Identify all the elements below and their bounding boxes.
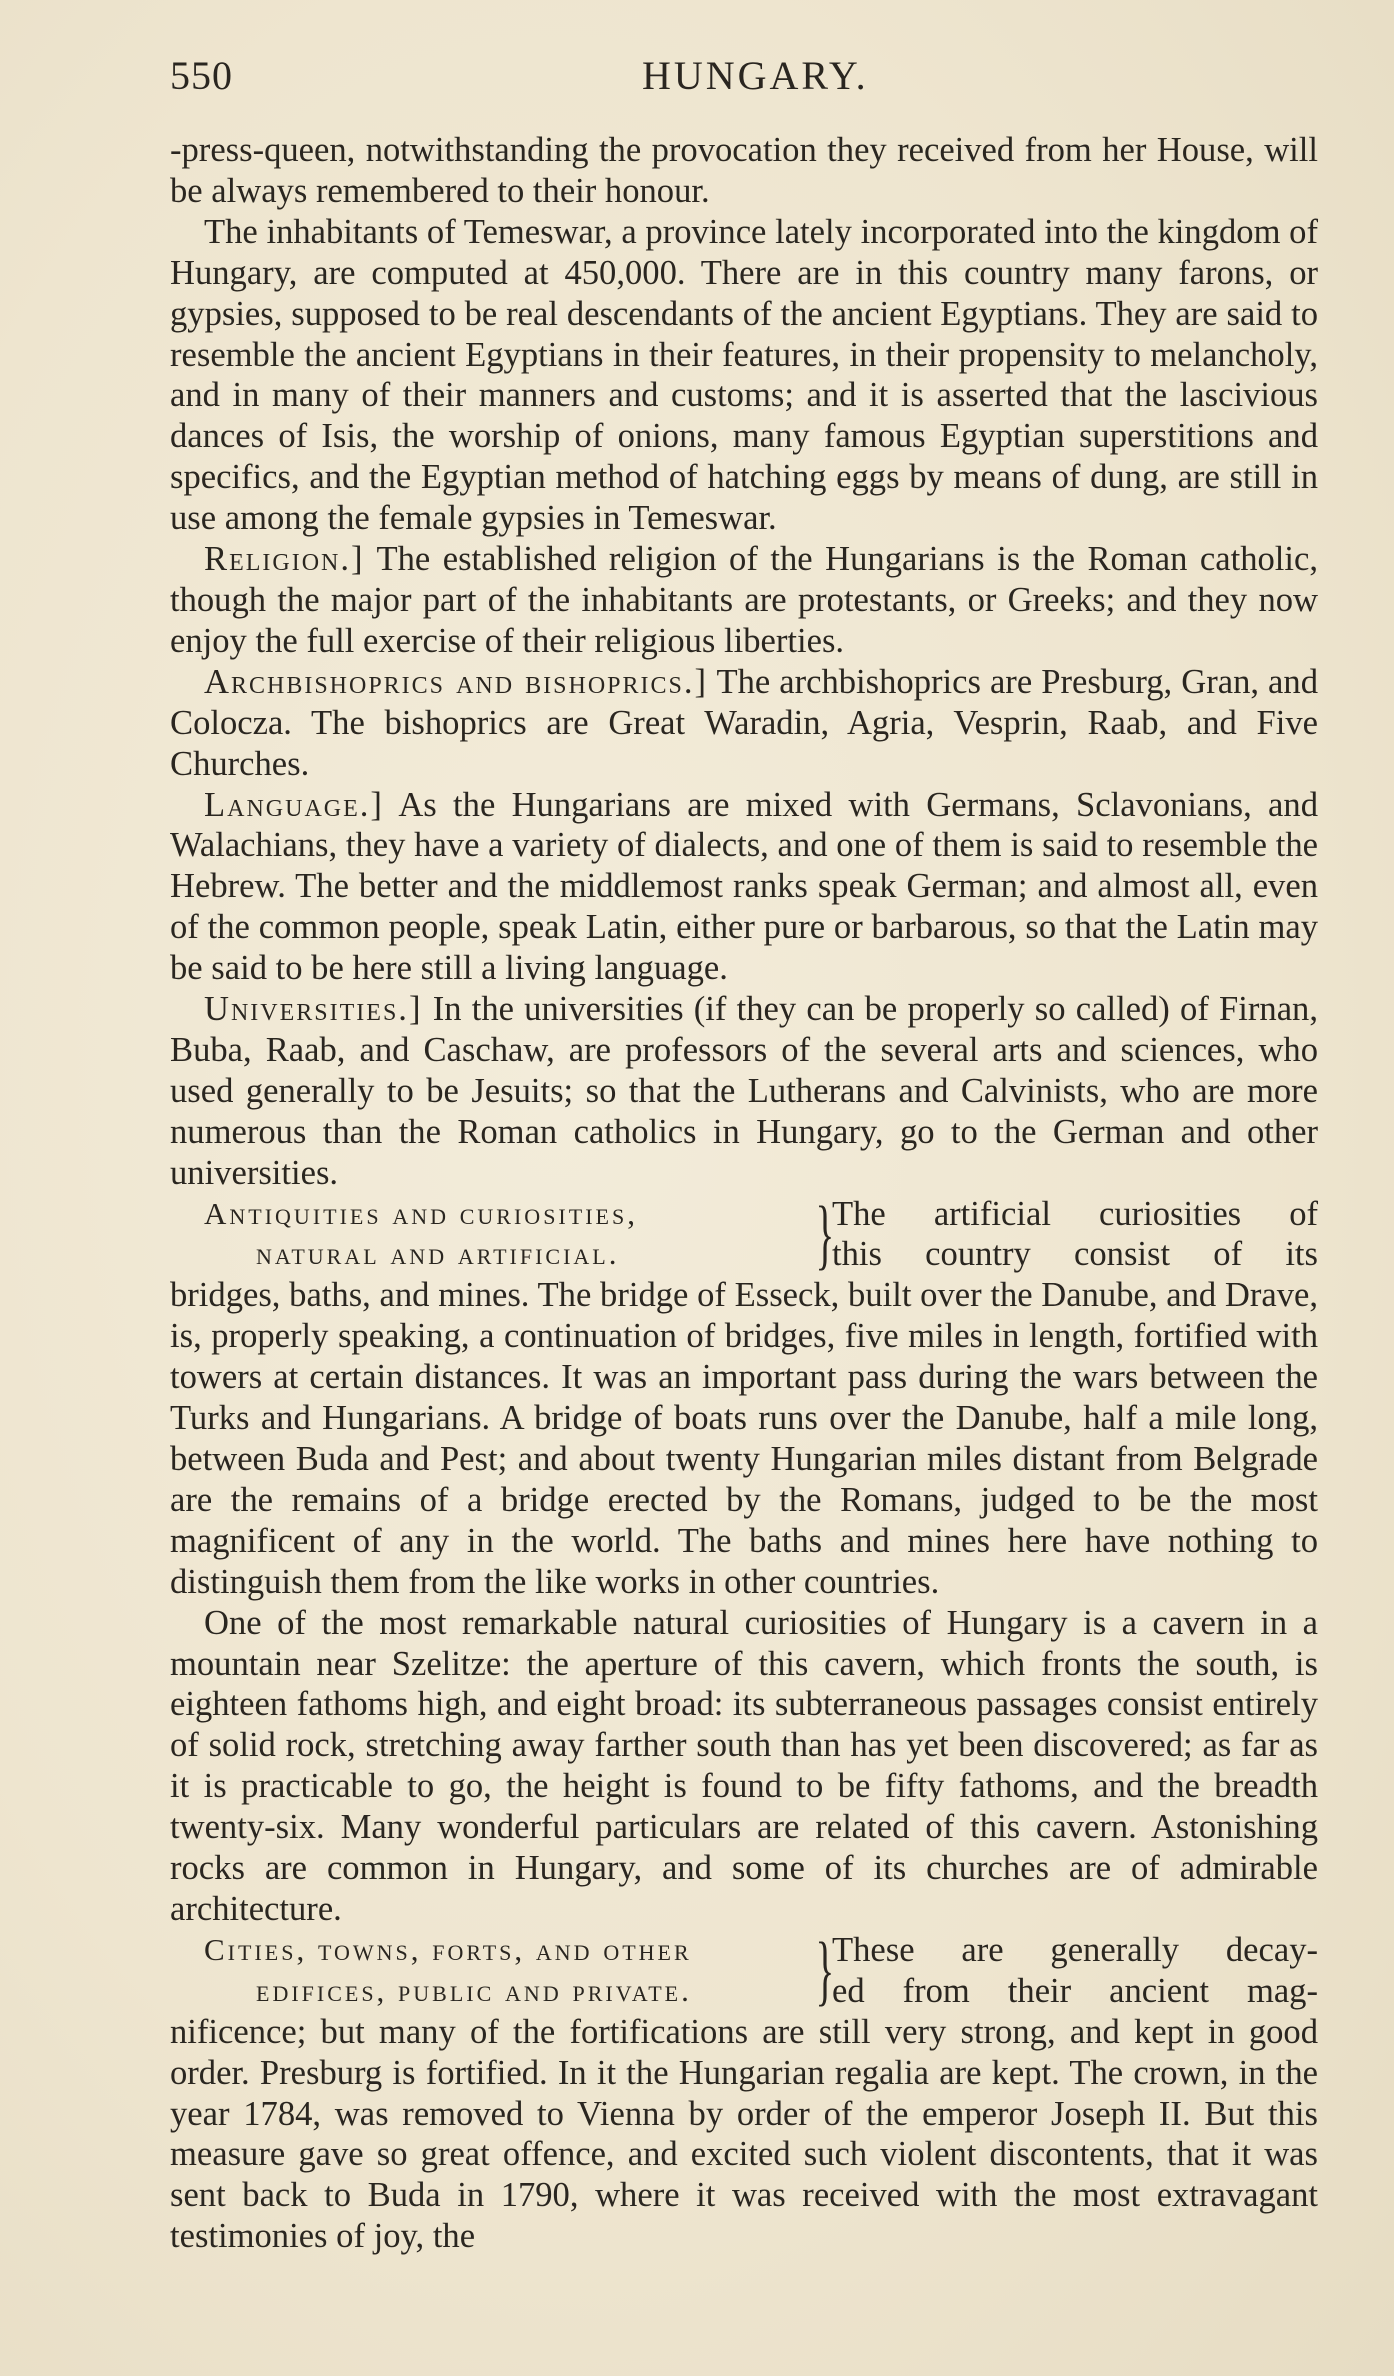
section-heading: Archbishoprics and bishoprics.] <box>204 662 709 701</box>
heading-side-text <box>832 1930 1318 2012</box>
page-number: 550 <box>170 53 233 98</box>
section-heading <box>170 1194 810 1276</box>
paragraph-text: bridges, baths, and mines. The bridge of Esseck, built over the Danube, and Drave, is, properly speaking, a continuation of bridges, five miles in length, fortified with towers at certain distances. It was an important pass during the wars between the Turks and Hungarians. A bridge of boats runs over the Danube, half a mile long, between Buda and Pest; and about twenty Hungarian miles distant from Belgrade are the remains of a bridge erected by the Romans, judged to be the most magnificent of any in the world. The baths and mines here have nothing to distinguish them from the like works in other countries. <box>170 1276 1318 1601</box>
section-heading: Language.] <box>204 785 384 824</box>
heading-line: edifices, public and private. <box>256 1972 692 2008</box>
section-antiquities <box>170 1275 1318 1602</box>
brace-glyph: } <box>815 1925 835 2013</box>
section-language <box>170 785 1318 990</box>
heading-line: natural and artificial. <box>256 1236 620 1272</box>
section-archbishoprics <box>170 662 1318 785</box>
paragraph-temeswar <box>170 212 1318 539</box>
paragraph-text: The inhabitants of Temeswar, a province lately incorporated into the kingdom of Hungary, are computed at 450,000. There are in this country many farons, or gypsies, supposed to be real descendants of the ancient Egyptians. They are said to resemble the ancient Egyptians in their features, in their propensity to melancholy, and in many of their manners and customs; and it is asserted that the lascivious dances of Isis, the worship of onions, many famous Egyptian superstitions and specifics, and the Egyptian method of hatching eggs by means of dung, are still in use among the female gypsies in Temeswar. <box>170 212 1318 538</box>
section-heading: Universities.] <box>204 990 423 1029</box>
paragraph-text: One of the most remarkable natural curiosities of Hungary is a cavern in a mountain near Szelitze: the aperture of this cavern, which fronts the south, is eighteen fathoms high, and eight broad: its subterraneous passages consist entirely of solid rock, stretching away farther south than has yet been discovered; as far as it is practicable to go, the height is found to be fifty fathoms, and the breadth twenty-six. Many wonderful particulars are related of this cavern. Astonishing rocks are common in Hungary, and some of its churches are of admirable architecture. <box>170 1603 1318 1928</box>
running-head: HUNGARY. <box>642 53 869 98</box>
brace-glyph: } <box>815 1189 835 1277</box>
section-universities <box>170 989 1318 1194</box>
paragraph-text: As the Hungarians are mixed with Germans, Sclavonians, and Walachians, they have a variety of dialects, and one of them is said to resemble the Hebrew. The better and the middlemost ranks speak German; and almost all, even of the common people, speak Latin, either pure or barbarous, so that the Latin may be said to be here still a living language. <box>170 785 1318 988</box>
paragraph-text: The established religion of the Hungarians is the Roman catholic, though the major part of the inhabitants are protestants, or Greeks; and they now enjoy the full exercise of their religious liberties. <box>170 540 1318 660</box>
side-text-line: The artificial curiosities of <box>832 1194 1318 1233</box>
heading-line: Cities, towns, forts, and other <box>204 1931 692 1967</box>
section-religion <box>170 539 1318 662</box>
section-cities-heading <box>170 1925 1318 2013</box>
paragraph-text: In the universities (if they can be properly so called) of Firnan, Buba, Raab, and Caschaw, are professors of the several arts and sciences, who used generally to be Jesuits; so that the Lutherans and Calvinists, who are more numerous than the Roman catholics in Hungary, go to the German and other universities. <box>170 990 1318 1192</box>
section-heading: Religion.] <box>204 540 365 579</box>
side-text-line: These are generally decay- <box>832 1930 1318 1969</box>
paragraph-text: The archbishoprics are Presburg, Gran, and Colocza. The bishoprics are Great Waradin, Agria, Vesprin, Raab, and Five Churches. <box>170 662 1318 783</box>
paragraph-continuation <box>170 130 1318 212</box>
heading-side-text <box>832 1194 1318 1276</box>
heading-line: Antiquities and curiosities, <box>204 1195 638 1231</box>
paragraph-cavern <box>170 1603 1318 1930</box>
side-text-line: this country consist of its <box>832 1235 1318 1274</box>
body-text <box>170 130 1318 2257</box>
section-antiquities-heading <box>170 1189 1318 1277</box>
side-text-line: ed from their ancient mag- <box>832 1971 1318 2010</box>
paragraph-text: nificence; but many of the fortifications are still very strong, and kept in good order. Presburg is fortified. In it the Hungarian regalia are kept. The crown, in the year 1784, was removed to Vienna by order of the emperor Joseph II. But this measure gave so great offence, and excited such violent discontents, that it was sent back to Buda in 1790, where it was received with the most extravagant testimonies of joy, the <box>170 2012 1318 2256</box>
section-heading <box>170 1930 810 2012</box>
section-cities <box>170 2012 1318 2257</box>
paragraph-text: -press-queen, notwithstanding the provocation they received from her House, will be always remembered to their honour. <box>170 131 1318 210</box>
page-header <box>170 52 1290 112</box>
